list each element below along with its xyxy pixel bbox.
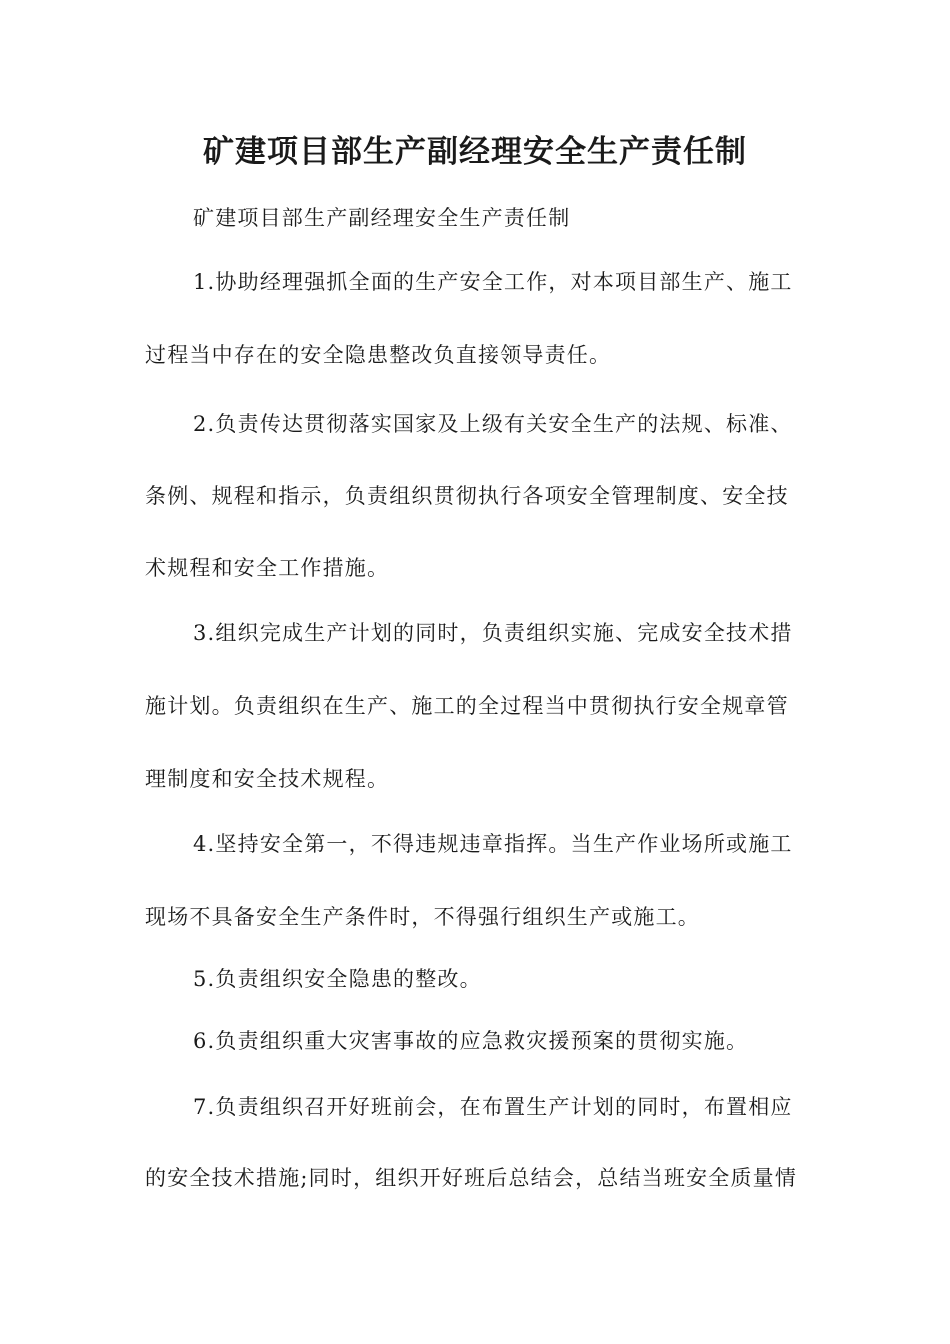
subtitle-line: 矿建项目部生产副经理安全生产责任制: [193, 206, 571, 230]
item-5-line: 5.负责组织安全隐患的整改。: [193, 967, 482, 991]
item-4-line-2: 现场不具备安全生产条件时，不得强行组织生产或施工。: [145, 905, 700, 929]
item-2-line-3: 术规程和安全工作措施。: [145, 556, 390, 580]
item-6-line: 6.负责组织重大灾害事故的应急救灾援预案的贯彻实施。: [193, 1029, 749, 1053]
item-2-line-2: 条例、规程和指示，负责组织贯彻执行各项安全管理制度、安全技: [145, 484, 789, 508]
item-4-line-1: 4.坚持安全第一，不得违规违章指挥。当生产作业场所或施工: [193, 832, 793, 856]
item-7-line-1: 7.负责组织召开好班前会，在布置生产计划的同时，布置相应: [193, 1095, 793, 1119]
item-2-line-1: 2.负责传达贯彻落实国家及上级有关安全生产的法规、标准、: [193, 412, 793, 436]
item-1-line-1: 1.协助经理强抓全面的生产安全工作，对本项目部生产、施工: [193, 270, 793, 294]
document-title: 矿建项目部生产副经理安全生产责任制: [203, 134, 747, 170]
item-3-line-1: 3.组织完成生产计划的同时，负责组织实施、完成安全技术措: [193, 621, 793, 645]
item-3-line-2: 施计划。负责组织在生产、施工的全过程当中贯彻执行安全规章管: [145, 694, 789, 718]
item-3-line-3: 理制度和安全技术规程。: [145, 767, 390, 791]
item-1-line-2: 过程当中存在的安全隐患整改负直接领导责任。: [145, 343, 612, 367]
item-7-line-2: 的安全技术措施;同时，组织开好班后总结会，总结当班安全质量情: [145, 1166, 798, 1190]
